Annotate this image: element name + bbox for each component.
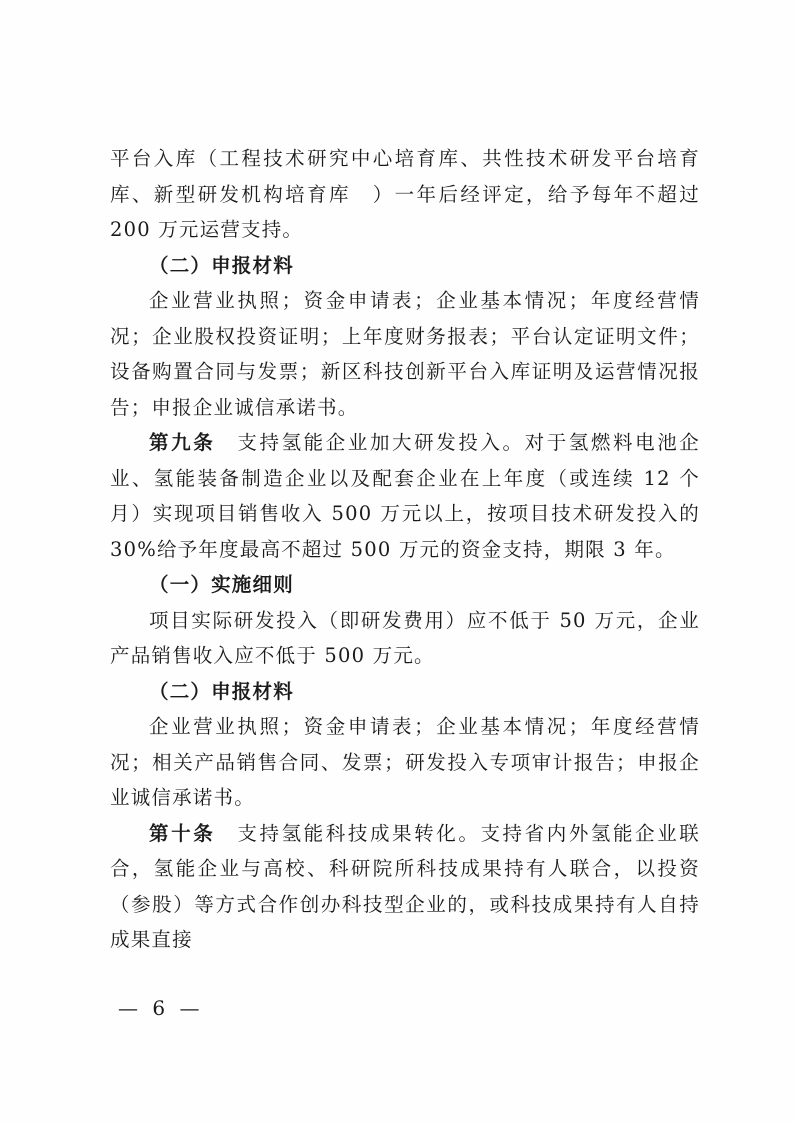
document-body	[110, 141, 700, 958]
article-9-text: 支持氢能企业加大研发投入。对于氢燃料电池企业、氢能装备制造企业以及配套企业在上年度（或连续 12 个月）实现项目销售收入 500 万元以上，按项目技术研发投入的 30%给予年度最高不超过 500 万元的资金支持，期限 3 年。	[110, 431, 700, 561]
article-10-title: 第十条	[149, 821, 216, 845]
paragraph-implementation-rules: 项目实际研发投入（即研发费用）应不低于 50 万元，企业产品销售收入应不低于 500 万元。	[110, 608, 700, 667]
paragraph-application-materials-2: 企业营业执照；资金申请表；企业基本情况；年度经营情况；相关产品销售合同、发票；研发投入专项审计报告；申报企业诚信承诺书。	[110, 715, 700, 809]
article-9	[110, 425, 700, 567]
section-heading-application-materials: （二）申报材料	[149, 253, 294, 277]
article-9-title: 第九条	[149, 431, 216, 454]
article-10-text: 支持氢能科技成果转化。支持省内外氢能企业联合，氢能企业与高校、科研院所科技成果持有人联合，以投资（参股）等方式合作创办科技型企业的，或科技成果持有人自持成果直接	[110, 821, 700, 951]
section-heading-application-materials-2: （二）申报材料	[149, 679, 294, 703]
paragraph-platform-support: 平台入库（工程技术研究中心培育库、共性技术研发平台培育库、新型研发机构培育库 ）一年后经评定，给予每年不超过 200 万元运营支持。	[110, 147, 700, 241]
page-number: — 6 —	[118, 996, 204, 1020]
section-heading-implementation-rules: （一）实施细则	[149, 573, 294, 596]
article-10	[110, 816, 700, 958]
paragraph-application-materials: 企业营业执照；资金申请表；企业基本情况；年度经营情况；企业股权投资证明；上年度财务报表；平台认定证明文件；设备购置合同与发票；新区科技创新平台入库证明及运营情况报告；申报企业诚信承诺书。	[110, 289, 700, 419]
